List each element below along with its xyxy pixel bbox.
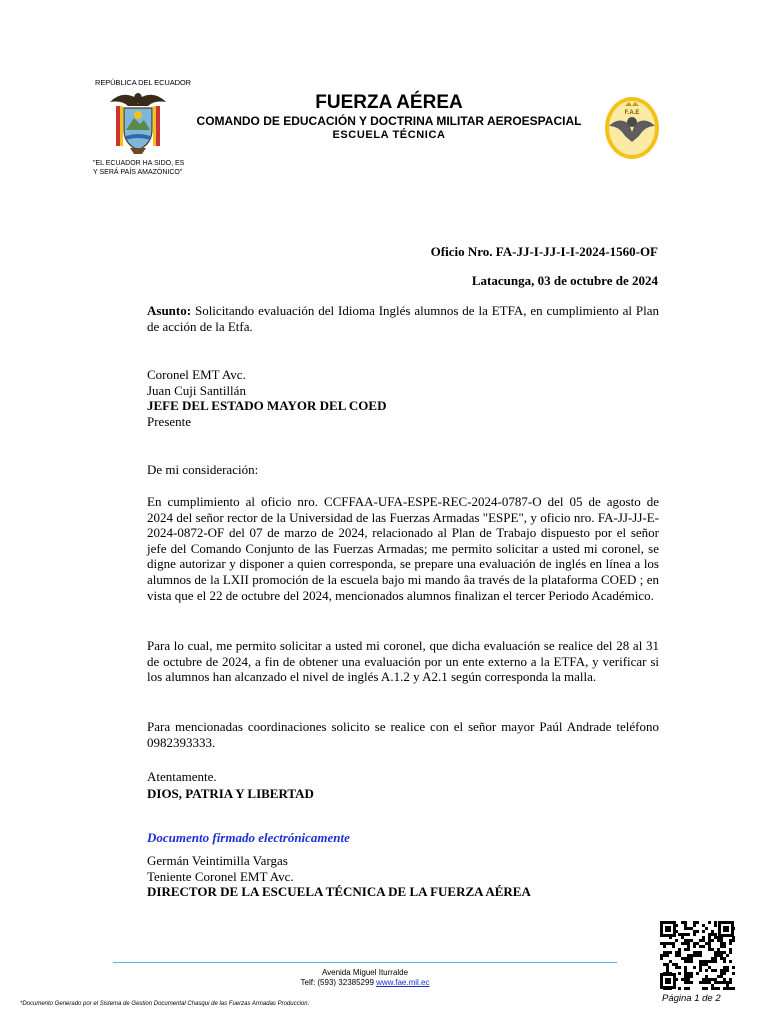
- signer-title: DIRECTOR DE LA ESCUELA TÉCNICA DE LA FUERZA AÉREA: [147, 884, 531, 900]
- paragraph-2: Para lo cual, me permito solicitar a usted mi coronel, que dicha evaluación se realice del 28 al 31 de octubre de 2024, a fin de obtener una evaluación por un ente externo a la ETFA, y verificar si los alumnos han alcanzado el nivel de inglés A.1.2 y A2.1 según corresponda la malla.: [147, 638, 659, 685]
- footer-divider: [113, 962, 617, 963]
- subject: [147, 303, 659, 334]
- motto-line-1: "EL ECUADOR HA SIDO, ES: [93, 160, 185, 167]
- paragraph-3: Para mencionadas coordinaciones solicito se realice con el señor mayor Paúl Andrade teléfono 0982393333.: [147, 719, 659, 750]
- svg-text:F.A.E: F.A.E: [624, 110, 640, 116]
- addressee-rank: Coronel EMT Avc.: [147, 367, 246, 382]
- footer-address: Avenida Miguel Iturralde: [321, 968, 409, 977]
- addressee-name: Juan Cuji Santillán: [147, 382, 246, 398]
- national-motto: [93, 159, 213, 177]
- greeting: De mi consideración:: [147, 462, 259, 477]
- document-number: Oficio Nro. FA-JJ-I-JJ-I-I-2024-1560-OF: [430, 244, 658, 259]
- signer-block: [147, 853, 659, 900]
- motto-line-2: Y SERÁ PAÍS AMAZÓNICO": [93, 169, 183, 176]
- air-force-emblem-icon: [603, 92, 661, 160]
- addressee-present: Presente: [147, 413, 192, 429]
- subject-label: Asunto:: [147, 303, 192, 318]
- addressee-title: JEFE DEL ESTADO MAYOR DEL COED: [147, 398, 387, 413]
- footer-phone: Telf: (593) 32385299: [300, 978, 374, 987]
- closing-motto: DIOS, PATRIA Y LIBERTAD: [147, 786, 314, 801]
- republic-label: REPÚBLICA DEL ECUADOR: [95, 78, 191, 87]
- addressee-block: [147, 367, 659, 429]
- signer-name: Germán Veintimilla Vargas: [147, 853, 288, 868]
- document-date: Latacunga, 03 de octubre de 2024: [471, 273, 658, 288]
- org-title: FUERZA AÉREA: [315, 92, 463, 113]
- closing-block: [147, 768, 659, 802]
- org-command: COMANDO DE EDUCACIÓN Y DOCTRINA MILITAR AEROESPACIAL: [196, 114, 582, 128]
- qr-code-icon: [659, 920, 735, 990]
- footer-website-link[interactable]: www.fae.mil.ec: [376, 978, 430, 987]
- paragraph-1: En cumplimiento al oficio nro. CCFFAA-UFA-ESPE-REC-2024-0787-O del 05 de agosto de 2024 del señor rector de la Universidad de las Fuerzas Armadas "ESPE", y oficio nro. FA-JJ-JJ-E-2024-0872-OF del 07 de marzo de 2024, relacionado al Plan de Trabajo dispuesto por el señor jefe del Comando Conjunto de las Fuerzas Armadas; me permito solicitar a usted mi coronel, se digne autorizar y disponer a quien corresponda, se prepare una evaluación de inglés en línea a los alumnos de la LXII promoción de la escuela bajo mi mando âa través de la plataforma COED ; en vista que el 22 de octubre del 2024, mencionados alumnos finalizan el tercer Periodo Académico.: [147, 494, 659, 603]
- footer-contact: [113, 978, 617, 987]
- footer-disclaimer: *Documento Generado por el Sistema de Gestion Documental Chasqui de las Fuerzas Armadas Produccion.: [20, 1001, 310, 1007]
- page-number: Página 1 de 2: [662, 993, 721, 1004]
- signed-note: Documento firmado electrónicamente: [147, 830, 350, 845]
- subject-text: Solicitando evaluación del Idioma Inglés alumnos de la ETFA, en cumplimiento al Plan de acción de la Etfa.: [147, 303, 660, 334]
- signer-rank: Teniente Coronel EMT Avc.: [147, 868, 294, 884]
- closing: Atentamente.: [147, 769, 217, 784]
- org-school: ESCUELA TÉCNICA: [332, 129, 446, 141]
